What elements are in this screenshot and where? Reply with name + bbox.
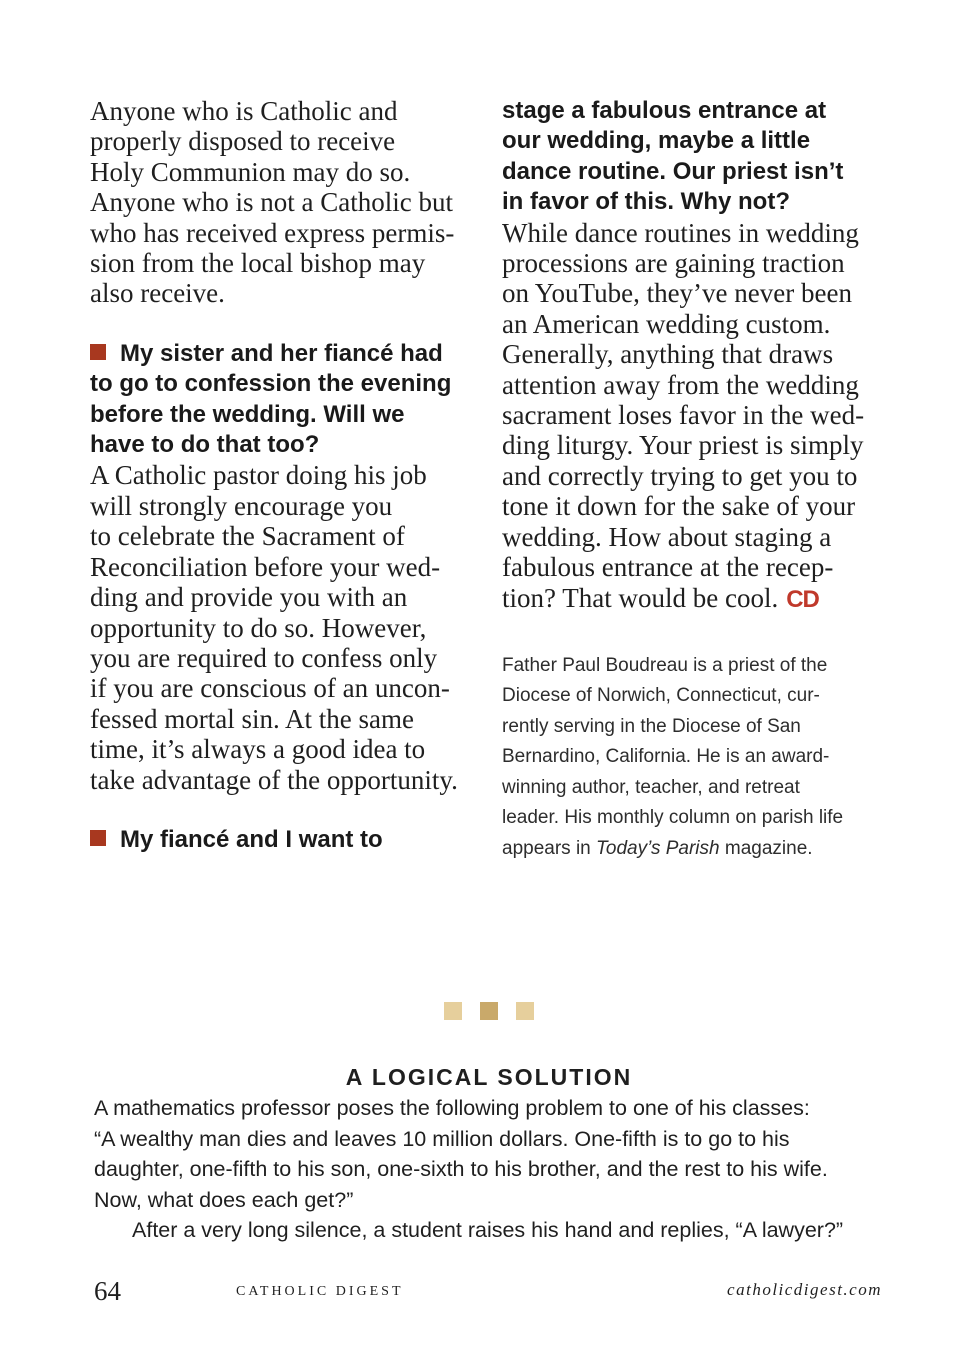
text-line: an American wedding custom. xyxy=(502,308,831,339)
bio-line: Bernardino, California. He is an award- xyxy=(502,746,830,768)
text-line: Anyone who is not a Catholic but xyxy=(90,187,453,218)
text-line: properly disposed to receive xyxy=(90,126,396,157)
author-bio xyxy=(502,651,882,865)
text-line: if you are conscious of an uncon- xyxy=(90,673,450,704)
question-line: to go to confession the evening xyxy=(90,370,452,398)
text-line: wedding. How about staging a xyxy=(502,521,832,552)
joke-punchline: After a very long silence, a student raises his hand and replies, “A lawyer?” xyxy=(132,1218,844,1242)
question-line: My sister and her fiancé had xyxy=(120,339,443,367)
text-line: Reconciliation before your wed- xyxy=(90,551,441,582)
joke-line: daughter, one-fifth to his son, one-sixth to his brother, and the rest to his wife. xyxy=(94,1157,828,1181)
end-mark: CD xyxy=(786,585,819,613)
text-line: time, it’s always a good idea to xyxy=(90,734,426,765)
text-line: fabulous entrance at the recep- xyxy=(502,552,834,583)
text-line: ding liturgy. Your priest is simply xyxy=(502,430,864,461)
question-line: have to do that too? xyxy=(90,431,320,459)
question-dance-continued xyxy=(502,96,882,218)
bio-line: Diocese of Norwich, Connecticut, cur- xyxy=(502,685,820,707)
divider-square-icon xyxy=(480,1002,498,1020)
right-column xyxy=(502,96,882,864)
bio-line: Father Paul Boudreau is a priest of the xyxy=(502,654,828,676)
text-line: attention away from the wedding xyxy=(502,369,859,400)
text-line: you are required to confess only xyxy=(90,642,438,673)
divider-square-icon xyxy=(516,1002,534,1020)
question-line: stage a fabulous entrance at xyxy=(502,97,827,124)
question-line: dance routine. Our priest isn’t xyxy=(502,157,844,185)
page-number: 64 xyxy=(94,1276,121,1306)
text-line: fessed mortal sin. At the same xyxy=(90,703,414,734)
text-line: tone it down for the sake of your xyxy=(502,491,856,522)
text-line: will strongly encourage you xyxy=(90,490,393,521)
website-link[interactable]: catholicdigest.com xyxy=(727,1280,882,1299)
answer-confession xyxy=(90,460,480,794)
answer-dance xyxy=(502,218,882,615)
joke-section xyxy=(94,1064,884,1246)
magazine-name: CATHOLIC DIGEST xyxy=(236,1284,404,1299)
text-line: ding and provide you with an xyxy=(90,582,408,613)
intro-paragraph xyxy=(90,96,480,309)
bio-line: rently serving in the Diocese of San xyxy=(502,715,801,737)
question-line: before the wedding. Will we xyxy=(90,400,405,428)
question-line: our wedding, maybe a little xyxy=(502,127,811,155)
text-line: opportunity to do so. However, xyxy=(90,612,427,643)
text-line: While dance routines in wedding xyxy=(502,217,859,248)
text-line: tion? That would be cool. xyxy=(502,582,779,613)
section-divider xyxy=(444,1002,534,1020)
text-line: who has received express permis- xyxy=(90,217,455,248)
publication-name: Today’s Parish xyxy=(596,837,720,859)
joke-line: “A wealthy man dies and leaves 10 million dollars. One-fifth is to go to his xyxy=(94,1126,790,1151)
bio-line: leader. His monthly column on parish life xyxy=(502,807,844,829)
joke-line: Now, what does each get?” xyxy=(94,1187,354,1212)
text-line: A Catholic pastor doing his job xyxy=(90,460,427,491)
text-line: on YouTube, they’ve never been xyxy=(502,278,852,309)
text-line: sacrament loses favor in the wed- xyxy=(502,400,865,431)
bio-line: appears in Today’s Parish magazine. xyxy=(502,837,813,859)
text-line: take advantage of the opportunity. xyxy=(90,764,458,795)
text-line: also receive. xyxy=(90,278,225,309)
question-line: in favor of this. Why not? xyxy=(502,188,790,216)
question-confession xyxy=(90,339,480,461)
text-line: and correctly trying to get you to xyxy=(502,460,858,491)
question-dance-start: My fiancé and I want to xyxy=(90,825,480,855)
text-line: processions are gaining traction xyxy=(502,248,845,279)
joke-title: A LOGICAL SOLUTION xyxy=(345,1064,633,1090)
divider-square-icon xyxy=(444,1002,462,1020)
text-line: sion from the local bishop may xyxy=(90,248,426,279)
square-bullet-icon xyxy=(90,344,106,360)
text-line: to celebrate the Sacrament of xyxy=(90,521,405,552)
text-line: Anyone who is Catholic and xyxy=(90,96,398,126)
square-bullet-icon xyxy=(90,830,106,846)
bio-line: winning author, teacher, and retreat xyxy=(502,776,800,798)
text-line: Generally, anything that draws xyxy=(502,339,834,370)
joke-line: A mathematics professor poses the following problem to one of his classes: xyxy=(94,1096,810,1120)
left-column xyxy=(90,96,480,855)
text-line: Holy Communion may do so. xyxy=(90,156,411,187)
